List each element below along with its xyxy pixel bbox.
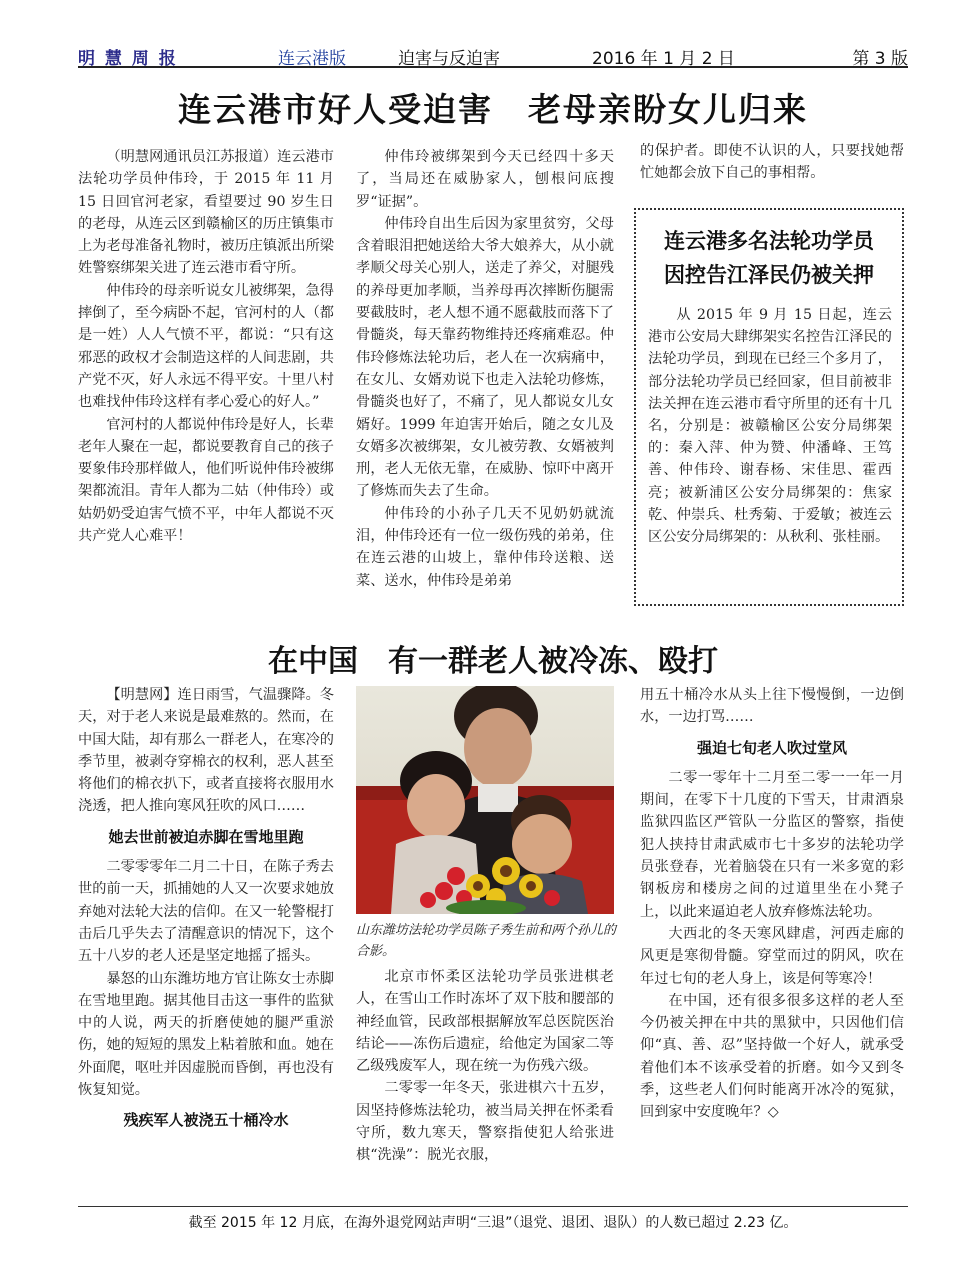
article1-paragraph: （明慧网通讯员江苏报道）连云港市法轮功学员仲伟玲，于 2015 年 11 月 15 日回官河老家，看望要过 90 岁生日的老母，从连云区到赣榆区的历庄镇集市上为老母准备礼物时，被历庄镇派出所梁姓警察绑架关进了连云港市看守所。 [78, 149, 334, 277]
article2-column-3 [640, 684, 904, 1124]
article1-column-3 [640, 140, 904, 185]
article2-headline: 在中国 有一群老人被冷冻、殴打 [268, 644, 718, 679]
sidebar-paragraph: 从 2015 年 9 月 15 日起，连云港市公安局大肆绑架实名控告江泽民的法轮功学员，到现在已经三个多月了，部分法轮功学员已经回家，但目前被非法关押在连云港市看守所里的还有十几名，分别是：被赣榆区公安分局绑架的：秦入萍、仲为赞、仲潘峰、王笃善、仲伟玲、谢春杨、宋佳思、霍西亮；被新浦区公安分局绑架的：焦家乾、仲崇兵、杜秀菊、于爱敏；被连云区公安分局绑架的：从秋利、张桂丽。 [648, 307, 892, 546]
article1-paragraph: 官河村的人都说仲伟玲是好人，长辈老年人聚在一起，都说要教育自己的孩子要象伟玲那样做人，他们听说仲伟玲被绑架都流泪。青年人都为二姑（仲伟玲）或姑奶奶受迫害气愤不平，中年人都说不灭共产党人心难平！ [78, 416, 334, 545]
section-label: 迫害与反迫害 [398, 49, 500, 69]
article1-paragraph: 仲伟玲的小孙子几天不见奶奶就流泪，仲伟玲还有一位一级伤残的弟弟，住在连云港的山坡上，靠仲伟玲送粮、送菜、送水，仲伟玲是弟弟 [356, 505, 614, 589]
article1-column-2 [356, 146, 614, 592]
article2-column-1 [78, 684, 334, 1140]
photo-caption: 山东潍坊法轮功学员陈子秀生前和两个孙儿的合影。 [356, 923, 617, 959]
article2-paragraph: 大西北的冬天寒风肆虐，河西走廊的风更是寒彻骨髓。穿堂而过的阴风，吹在年过七旬的老人身上，该是何等寒冷！ [640, 925, 904, 987]
article2-paragraph: 北京市怀柔区法轮功学员张进棋老人，在雪山工作时冻坏了双下肢和腰部的神经血管，民政部根据解放军总医院医治结论——冻伤后遗症，给他定为国家二等乙级残废军人，现在统一为伤残六级。 [356, 969, 614, 1075]
page-number: 第 3 版 [852, 49, 908, 69]
sidebar-title-line: 因控告江泽民仍被关押 [664, 263, 874, 287]
article2-column-2 [356, 966, 614, 1167]
article2-paragraph: 在中国，还有很多很多这样的老人至今仍被关押在中共的黑狱中，只因他们信仰“真、善、忍”坚持做一个好人，就承受着他们本不该承受着的折磨。如今又到冬季，这些老人们何时能离开冰冷的冤狱，回到家中安度晚年？◇ [640, 992, 904, 1121]
article2-paragraph: 用五十桶冷水从头上往下慢慢倒，一边倒水，一边打骂…… [640, 687, 904, 726]
sidebar-title [636, 224, 902, 292]
footer-notice: 截至 2015 年 12 月底，在海外退党网站声明“三退”（退党、退团、退队）的人数已超过 2.23 亿。 [188, 1215, 798, 1231]
footer-rule [78, 1206, 908, 1207]
article1-column-1 [78, 146, 334, 547]
article2-subheading: 强迫七旬老人吹过堂风 [696, 738, 847, 757]
page-header [78, 44, 908, 68]
masthead: 明 慧 周 报 [78, 49, 178, 69]
article1-paragraph: 仲伟玲被绑架到今天已经四十多天了，当局还在威胁家人，刨根问底搜罗“证据”。 [356, 149, 614, 210]
family-photo [356, 686, 614, 914]
header-rule [78, 66, 908, 68]
article1-headline: 连云港市好人受迫害 老母亲盼女儿归来 [178, 90, 808, 129]
article1-paragraph: 仲伟玲自出生后因为家里贫穷，父母含着眼泪把她送给大爷大娘养大，从小就孝顺父母关心别人，送走了养父，对腿残的养母更加孝顺，当养母再次摔断伤腿需要截肢时，老人想不通不愿截肢而落下了骨髓炎，每天靠药物维持还疼痛难忍。仲伟玲修炼法轮功后，老人在一次病痛中，在女儿、女婿劝说下也走入法轮功修炼，骨髓炎也好了，不痛了，见人都说女儿女婿好。1999 年迫害开始后，随之女儿及女婿多次被绑架，女儿被劳教、女婿被判刑，老人无依无靠，在威胁、惊吓中离开了修炼而失去了生命。 [356, 215, 614, 500]
article1-paragraph: 的保护者。即使不认识的人，只要找她帮忙她都会放下自己的事相帮。 [640, 143, 904, 182]
issue-date: 2016 年 1 月 2 日 [592, 49, 735, 69]
article1-paragraph: 仲伟玲的母亲听说女儿被绑架，急得摔倒了，至今病卧不起，官河村的人（都是一姓）人人气愤不平，都说：“只有这邪恶的政权才会制造这样的人间悲剧，共产党不灭，好人永远不得平安。十里八村也难找仲伟玲这样有孝心爱心的好人。” [78, 282, 334, 411]
article2-subheading: 她去世前被迫赤脚在雪地里跑 [108, 827, 304, 846]
article2-intro: 【明慧网】连日雨雪，气温骤降。冬天，对于老人来说是最难熬的。然而，在中国大陆，却有那么一群老人，在寒冷的季节里，被剥夺穿棉衣的权利，恶人甚至将他们的棉衣扒下，或者直接将衣服用水浇透，把人推向寒风狂吹的风口…… [78, 687, 334, 815]
sidebar-title-line: 连云港多名法轮功学员 [664, 229, 874, 253]
article2-subheading: 残疾军人被浇五十桶冷水 [123, 1111, 289, 1130]
article2-paragraph: 二零零零年二月二十日，在陈子秀去世的前一天，抓捕她的人又一次要求她放弃她对法轮大法的信仰。在又一轮警棍打击后几乎失去了清醒意识的情况下，这个五十八岁的老人还是坚定地摇了摇头。 [78, 859, 334, 965]
article2-paragraph: 暴怒的山东潍坊地方官让陈女士赤脚在雪地里跑。据其他目击这一事件的监狱中的人说，两天的折磨使她的腿严重淤伤，她的短短的黑发上粘着脓和血。她在外面爬，呕吐并因虚脱而昏倒，再也没有恢复知觉。 [78, 970, 334, 1099]
edition-label: 连云港版 [278, 49, 346, 69]
article2-paragraph: 二零一零年十二月至二零一一年一月期间，在零下十几度的下雪天，甘肃酒泉监狱四监区严管队一分监区的警察，指使犯人挟持甘肃武威市七十多岁的法轮功学员张登春，光着脑袋在只有一米多宽的彩钢板房和楼房之间的过道里坐在小凳子上，以此来逼迫老人放弃修炼法轮功。 [640, 769, 904, 920]
sidebar-body [648, 304, 892, 548]
article2-paragraph: 二零零一年冬天，张进棋六十五岁，因坚持修炼法轮功，被当局关押在怀柔看守所，数九寒天，警察指使犯人给张进棋“洗澡”：脱光衣服， [356, 1080, 614, 1164]
sidebar-box [634, 208, 904, 606]
